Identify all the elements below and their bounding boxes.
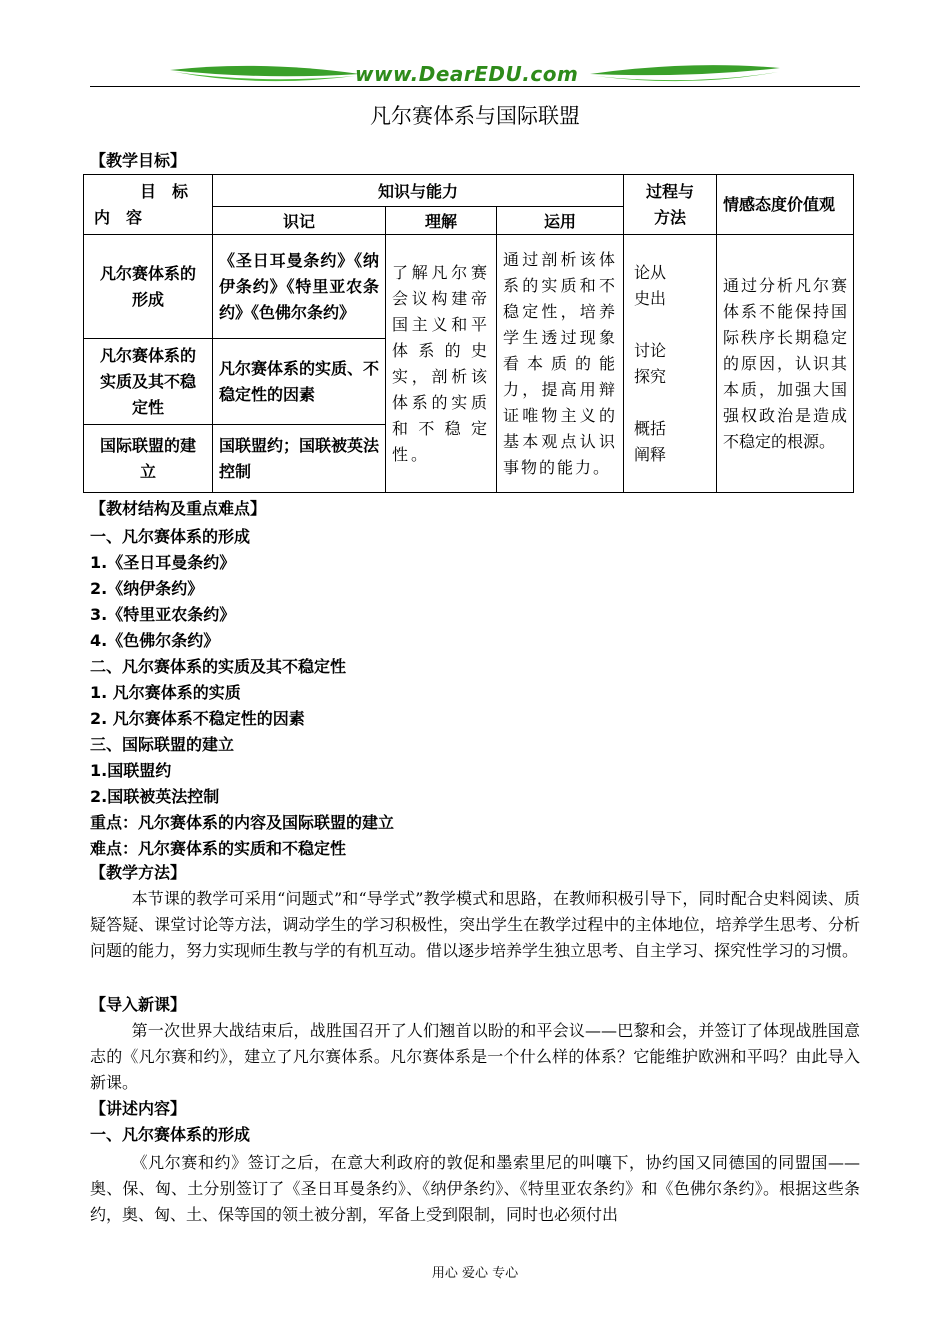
lecture-subheading: 一、凡尔赛体系的形成 (90, 1125, 251, 1144)
structure-item: 2. 凡尔赛体系不稳定性的因素 (90, 709, 305, 728)
corner-top-label: 目 标 (140, 181, 189, 201)
topic-nature (84, 339, 213, 425)
structure-item: 二、凡尔赛体系的实质及其不稳定性 (90, 657, 347, 676)
process-item-2: 讨论探究 (634, 340, 667, 386)
key-point: 重点：凡尔赛体系的内容及国际联盟的建立 (90, 813, 395, 832)
process-item-1: 论从史出 (634, 262, 667, 308)
topic-nature-label: 凡尔赛体系的实质及其不稳定性 (99, 345, 196, 417)
memorize-header: 识记 (213, 207, 386, 235)
structure-item: 三、国际联盟的建立 (90, 735, 235, 754)
topic-formation-label: 凡尔赛体系的形成 (99, 263, 196, 309)
process-header (624, 175, 717, 235)
knowledge-header: 知识与能力 (213, 175, 624, 207)
apply-cell: 通过剖析该体系的实质和不稳定性，培养学生透过现象看本质的能力，提高用辩证唯物主义的基本观点认识事物的能力。 (497, 235, 624, 493)
lecture-heading: 【讲述内容】 (90, 1099, 187, 1118)
process-cell (624, 235, 717, 493)
method-paragraph: 本节课的教学可采用“问题式”和“导学式”教学模式和思路，在教师积极引导下，同时配合史料阅读、质疑答疑、课堂讨论等方法，调动学生的学习积极性，突出学生在教学过程中的主体地位，培养学生思考、分析问题的能力，努力实现师生教与学的有机互动。借以逐步培养学生独立思考、自主学习、探究性学习的习惯。 (90, 889, 860, 960)
apply-header: 运用 (497, 207, 624, 235)
process-item-3: 概括阐释 (634, 418, 667, 464)
understand-header: 理解 (386, 207, 497, 235)
page-footer: 用心 爱心 专心 (431, 1266, 519, 1281)
process-header-label: 过程与方法 (645, 181, 694, 227)
difficult-point: 难点：凡尔赛体系的实质和不稳定性 (90, 839, 347, 858)
emotion-cell: 通过分析凡尔赛体系不能保持国际秩序长期稳定的原因，认识其本质，加强大国强权政治是造成不稳定的根源。 (717, 235, 854, 493)
structure-item: 1.《圣日耳曼条约》 (90, 553, 236, 572)
understand-cell: 了解凡尔赛会议构建帝国主义和平体系的史实，剖析该体系的实质和不稳定性。 (386, 235, 497, 493)
topic-league (84, 425, 213, 493)
intro-heading: 【导入新课】 (90, 995, 187, 1014)
header-rule (90, 86, 860, 87)
corner-bottom-label: 内 容 (94, 207, 143, 227)
memorize-league: 国联盟约；国联被英法控制 (213, 425, 386, 493)
intro-paragraph: 第一次世界大战结束后，战胜国召开了人们翘首以盼的和平会议——巴黎和会，并签订了体现战胜国意志的《凡尔赛和约》，建立了凡尔赛体系。凡尔赛体系是一个什么样的体系？它能维护欧洲和平吗？由此导入新课。 (90, 1021, 860, 1092)
structure-item: 2.国联被英法控制 (90, 787, 220, 806)
structure-list (90, 524, 394, 862)
topic-formation (84, 235, 213, 339)
objectives-table (83, 174, 854, 493)
corner-cell (84, 175, 213, 235)
page-title: 凡尔赛体系与国际联盟 (370, 104, 580, 128)
site-url[interactable]: www.DearEDU.com (355, 62, 579, 86)
structure-item: 1. 凡尔赛体系的实质 (90, 683, 241, 702)
structure-item: 1.国联盟约 (90, 761, 172, 780)
lecture-paragraph: 《凡尔赛和约》签订之后，在意大利政府的敦促和墨索里尼的叫嚷下，协约国又同德国的同盟国——奥、保、匈、土分别签订了《圣日耳曼条约》、《纳伊条约》、《特里亚农条约》和《色佛尔条约》。根据这些条约，奥、匈、土、保等国的领土被分割，军备上受到限制，同时也必须付出 (90, 1153, 860, 1224)
structure-item: 4.《色佛尔条约》 (90, 631, 220, 650)
objectives-heading: 【教学目标】 (90, 151, 187, 170)
structure-item: 2.《纳伊条约》 (90, 579, 204, 598)
structure-item: 一、凡尔赛体系的形成 (90, 527, 251, 546)
memorize-formation: 《圣日耳曼条约》《纳伊条约》《特里亚农条约》《色佛尔条约》 (213, 235, 386, 339)
structure-heading: 【教材结构及重点难点】 (90, 499, 267, 518)
topic-league-label: 国际联盟的建立 (99, 435, 196, 481)
emotion-header-label: 情感态度价值观 (723, 194, 836, 214)
memorize-nature: 凡尔赛体系的实质、不稳定性的因素 (213, 339, 386, 425)
structure-item: 3.《特里亚农条约》 (90, 605, 236, 624)
method-heading: 【教学方法】 (90, 863, 187, 882)
emotion-header (717, 175, 854, 235)
